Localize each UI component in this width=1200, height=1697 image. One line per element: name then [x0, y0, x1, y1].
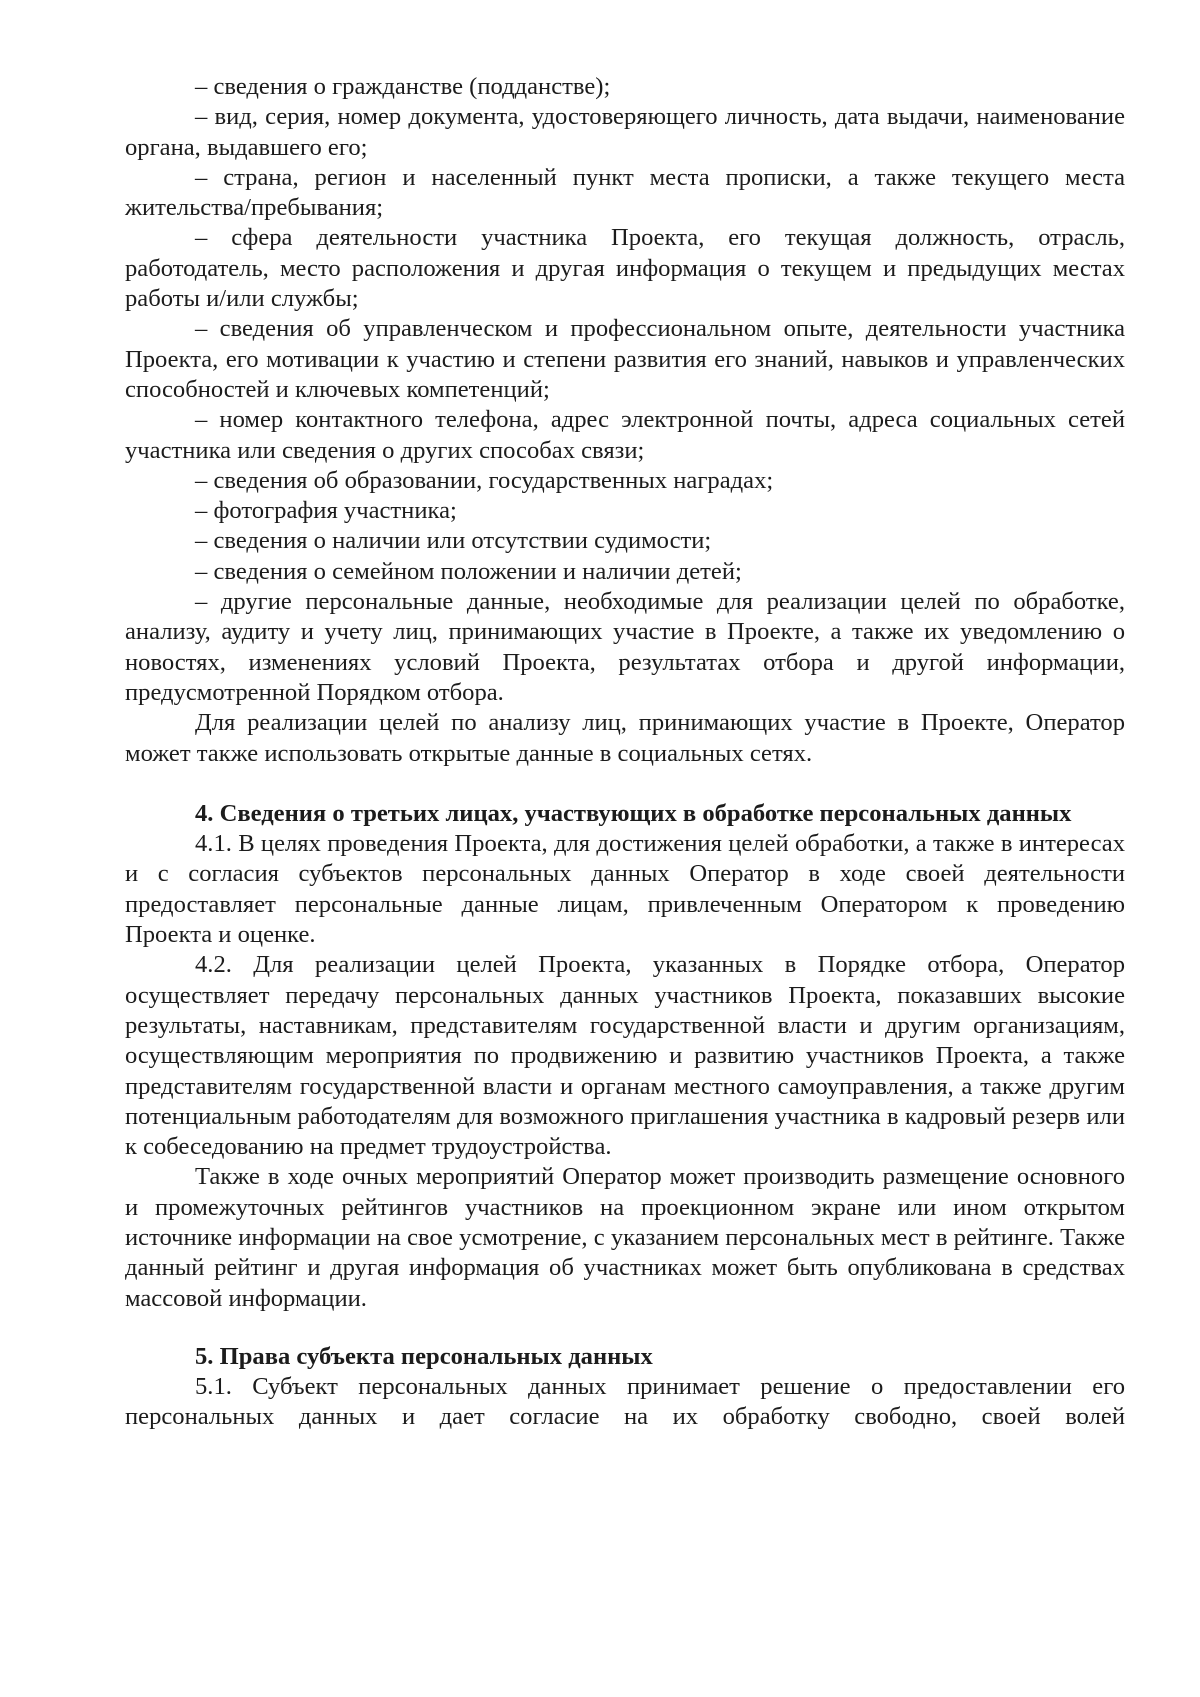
section-spacer [125, 1314, 1125, 1342]
list-item-residence: – страна, регион и населенный пункт места прописки, а также текущего места жительства/пребывания; [125, 163, 1125, 222]
section-4-heading: 4. Сведения о третьих лицах, участвующих в обработке персональных данных [195, 799, 1072, 827]
section-4-paragraph-1: 4.1. В целях проведения Проекта, для достижения целей обработки, а также в интересах и с согласия субъектов персональных данных Оператор в ходе своей деятельности предоставляет персональные данные лицам, привлеченным Оператором к проведению Проекта и оценке. [125, 830, 1125, 949]
list-item-photo: – фотография участника; [195, 497, 457, 525]
document-body [125, 72, 1125, 1433]
section-4-paragraph-3: Также в ходе очных мероприятий Оператор может производить размещение основного и промежуточных рейтингов участников на проекционном экране или ином открытом источнике информации на свое усмотрение, с указанием персональных мест в рейтинге. Также данный рейтинг и другая информация об участниках может быть опубликована в средствах массовой информации. [125, 1163, 1125, 1312]
list-item-employment: – сфера деятельности участника Проекта, его текущая должность, отрасль, работодатель, место расположения и другая информация о текущем и предыдущих местах работы и/или службы; [125, 224, 1125, 313]
list-item-identity-document: – вид, серия, номер документа, удостоверяющего личность, дата выдачи, наименование органа, выдавшего его; [125, 103, 1125, 161]
section-4-paragraph-2: 4.2. Для реализации целей Проекта, указанных в Порядке отбора, Оператор осуществляет передачу персональных данных участников Проекта, показавших высокие результаты, наставникам, представителям государственной власти и другим организациям, осуществляющим мероприятия по продвижению и развитию участников Проекта, а также представителям государственной власти и органам местного самоуправления, а также другим потенциальным работодателям для возможного приглашения участника в кадровый резерв или к собеседованию на предмет трудоустройства. [125, 951, 1125, 1161]
list-item-criminal-record: – сведения о наличии или отсутствии судимости; [195, 527, 712, 555]
list-item-education: – сведения об образовании, государственных наградах; [195, 466, 774, 494]
section-5-paragraph-1: 5.1. Субъект персональных данных принимает решение о предоставлении его персональных данных и дает согласие на их обработку свободно, своей волей [125, 1373, 1125, 1431]
list-item-contacts: – номер контактного телефона, адрес электронной почты, адреса социальных сетей участника или сведения о других способах связи; [125, 406, 1125, 464]
section-spacer [125, 769, 1125, 799]
list-item-experience: – сведения об управленческом и профессиональном опыте, деятельности участника Проекта, его мотивации к участию и степени развития его знаний, навыков и управленческих способностей и ключевых компетенций; [125, 315, 1125, 403]
list-item-citizenship: – сведения о гражданстве (подданстве); [195, 73, 611, 100]
list-item-family-status: – сведения о семейном положении и наличии детей; [195, 557, 742, 585]
list-item-other-data: – другие персональные данные, необходимые для реализации целей по обработке, анализу, аудиту и учету лиц, принимающих участие в Проекте, а также их уведомлению о новостях, изменениях условий Проекта, результатах отбора и другой информации, предусмотренной Порядком отбора. [125, 588, 1125, 706]
section-5-heading: 5. Права субъекта персональных данных [195, 1342, 653, 1370]
paragraph-open-data: Для реализации целей по анализу лиц, принимающих участие в Проекте, Оператор может также использовать открытые данные в социальных сетях. [125, 709, 1125, 767]
